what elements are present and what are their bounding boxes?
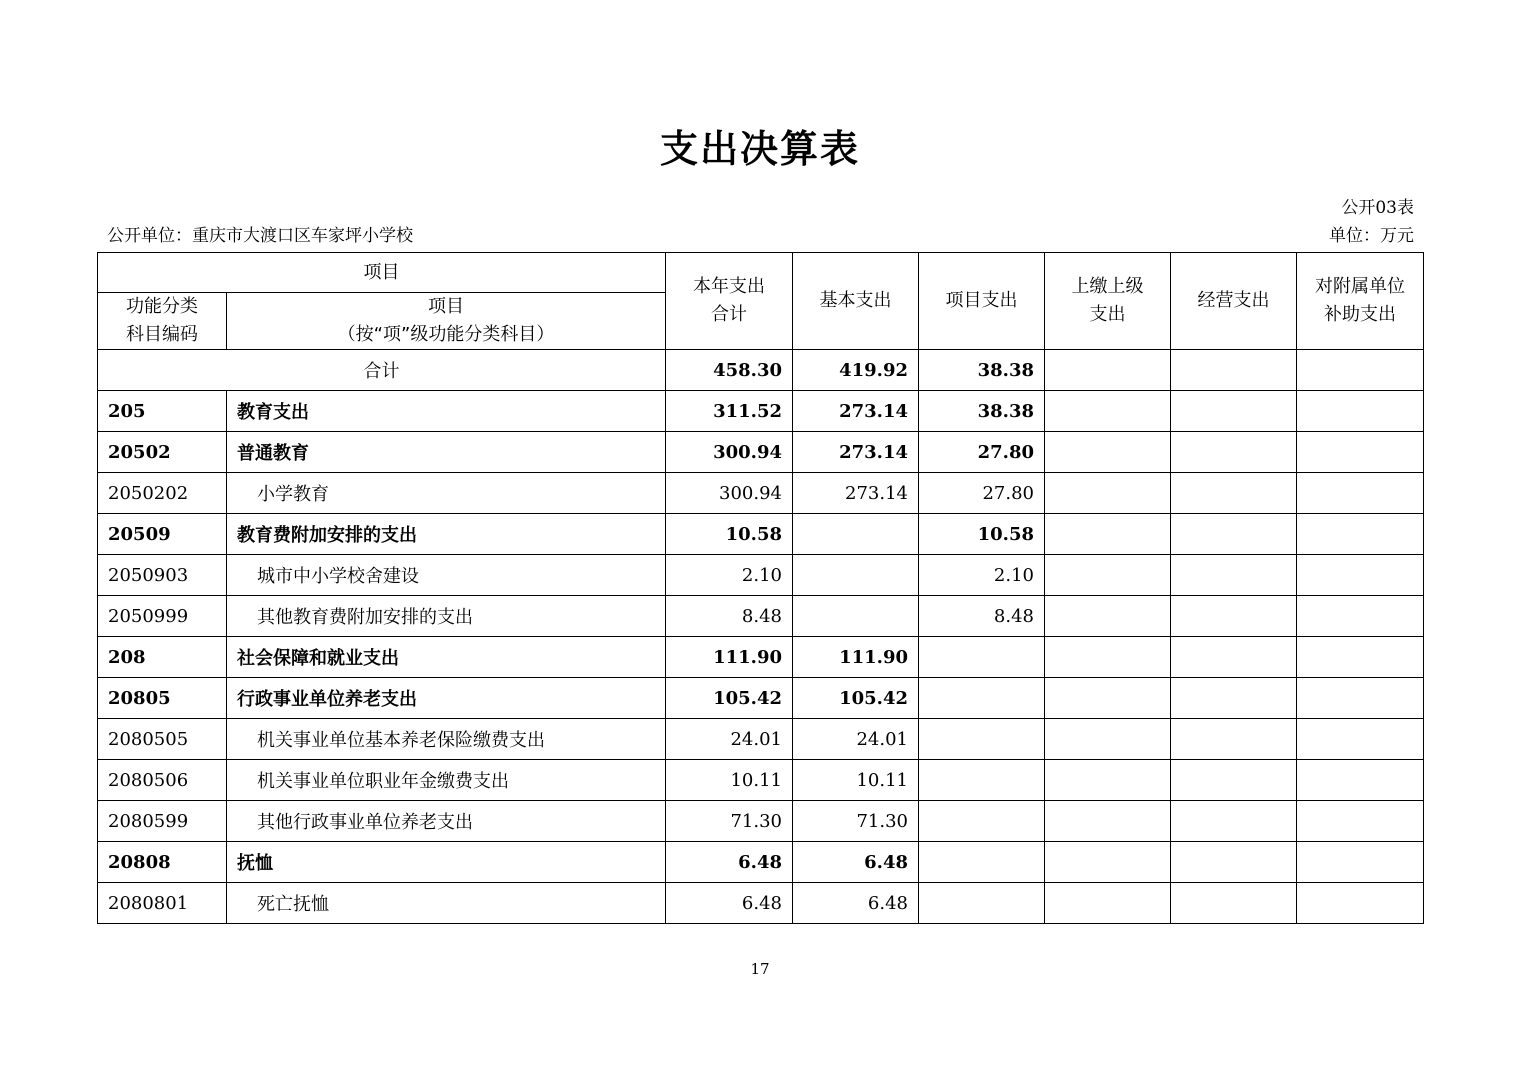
row-code: 2080801 — [98, 883, 227, 924]
row-total: 71.30 — [666, 801, 793, 842]
row-subsidy — [1297, 883, 1424, 924]
row-business — [1171, 883, 1297, 924]
header-upper — [1045, 253, 1171, 350]
row-project: 27.80 — [919, 473, 1045, 514]
row-project — [919, 842, 1045, 883]
row-business — [1171, 801, 1297, 842]
row-total: 6.48 — [666, 842, 793, 883]
row-project — [919, 678, 1045, 719]
row-upper — [1045, 596, 1171, 637]
row-project — [919, 637, 1045, 678]
header-total-line2: 合计 — [711, 304, 747, 325]
row-basic: 111.90 — [793, 637, 919, 678]
summary-total: 458.30 — [666, 350, 793, 391]
row-code: 20509 — [98, 514, 227, 555]
row-basic: 105.42 — [793, 678, 919, 719]
row-code: 2050202 — [98, 473, 227, 514]
header-total-line1: 本年支出 — [693, 276, 765, 297]
row-upper — [1045, 432, 1171, 473]
row-upper — [1045, 719, 1171, 760]
row-subsidy — [1297, 801, 1424, 842]
row-upper — [1045, 760, 1171, 801]
header-name — [227, 293, 666, 350]
summary-row — [98, 350, 1424, 391]
row-business — [1171, 719, 1297, 760]
table-row — [98, 637, 1424, 678]
row-upper — [1045, 637, 1171, 678]
table-row — [98, 555, 1424, 596]
row-business — [1171, 555, 1297, 596]
row-business — [1171, 391, 1297, 432]
row-subsidy — [1297, 596, 1424, 637]
row-subsidy — [1297, 432, 1424, 473]
row-upper — [1045, 883, 1171, 924]
row-basic: 273.14 — [793, 391, 919, 432]
summary-upper — [1045, 350, 1171, 391]
page-title: 支出决算表 — [659, 127, 860, 171]
row-business — [1171, 637, 1297, 678]
header-code — [98, 293, 227, 350]
row-name: 抚恤 — [227, 842, 666, 883]
header-subsidy — [1297, 253, 1424, 350]
row-name: 城市中小学校舍建设 — [227, 555, 666, 596]
row-total: 111.90 — [666, 637, 793, 678]
header-upper-line2: 支出 — [1089, 304, 1126, 325]
row-upper — [1045, 473, 1171, 514]
summary-label: 合计 — [98, 350, 666, 391]
row-project — [919, 801, 1045, 842]
row-basic: 273.14 — [793, 432, 919, 473]
row-name: 死亡抚恤 — [227, 883, 666, 924]
summary-project: 38.38 — [919, 350, 1045, 391]
row-subsidy — [1297, 555, 1424, 596]
summary-business — [1171, 350, 1297, 391]
table-row — [98, 473, 1424, 514]
row-project — [919, 883, 1045, 924]
row-name: 机关事业单位基本养老保险缴费支出 — [227, 719, 666, 760]
row-total: 10.58 — [666, 514, 793, 555]
summary-basic: 419.92 — [793, 350, 919, 391]
expenditure-table — [97, 252, 1424, 924]
header-item-group: 项目 — [98, 253, 666, 293]
row-business — [1171, 760, 1297, 801]
row-code: 208 — [98, 637, 227, 678]
row-subsidy — [1297, 514, 1424, 555]
header-subsidy-line1: 对附属单位 — [1315, 276, 1405, 297]
row-name: 普通教育 — [227, 432, 666, 473]
row-subsidy — [1297, 473, 1424, 514]
table-row — [98, 760, 1424, 801]
row-project: 8.48 — [919, 596, 1045, 637]
row-basic: 71.30 — [793, 801, 919, 842]
row-business — [1171, 596, 1297, 637]
row-name: 其他教育费附加安排的支出 — [227, 596, 666, 637]
row-project — [919, 719, 1045, 760]
header-business: 经营支出 — [1171, 253, 1297, 350]
header-code-line2: 科目编码 — [126, 324, 198, 345]
row-upper — [1045, 514, 1171, 555]
currency-unit: 单位：万元 — [1329, 226, 1414, 246]
row-business — [1171, 432, 1297, 473]
header-upper-line1: 上缴上级 — [1071, 276, 1144, 297]
row-basic — [793, 596, 919, 637]
row-business — [1171, 473, 1297, 514]
table-row — [98, 842, 1424, 883]
table-row — [98, 596, 1424, 637]
summary-subsidy — [1297, 350, 1424, 391]
row-upper — [1045, 391, 1171, 432]
row-name: 教育费附加安排的支出 — [227, 514, 666, 555]
row-upper — [1045, 842, 1171, 883]
row-subsidy — [1297, 842, 1424, 883]
row-total: 2.10 — [666, 555, 793, 596]
row-upper — [1045, 555, 1171, 596]
row-total: 6.48 — [666, 883, 793, 924]
row-subsidy — [1297, 637, 1424, 678]
header-code-line1: 功能分类 — [126, 296, 198, 317]
row-basic: 24.01 — [793, 719, 919, 760]
row-business — [1171, 678, 1297, 719]
row-total: 10.11 — [666, 760, 793, 801]
table-row — [98, 801, 1424, 842]
row-name: 其他行政事业单位养老支出 — [227, 801, 666, 842]
row-name: 教育支出 — [227, 391, 666, 432]
form-number: 公开03表 — [1341, 198, 1414, 218]
header-name-line2: （按“项”级功能分类科目） — [337, 324, 555, 345]
row-project: 27.80 — [919, 432, 1045, 473]
row-name: 小学教育 — [227, 473, 666, 514]
table-row — [98, 514, 1424, 555]
row-code: 20502 — [98, 432, 227, 473]
row-code: 20805 — [98, 678, 227, 719]
row-basic: 6.48 — [793, 842, 919, 883]
row-code: 2050903 — [98, 555, 227, 596]
row-upper — [1045, 678, 1171, 719]
row-code: 20808 — [98, 842, 227, 883]
row-basic — [793, 514, 919, 555]
row-code: 2080506 — [98, 760, 227, 801]
table-row — [98, 719, 1424, 760]
row-business — [1171, 514, 1297, 555]
row-project — [919, 760, 1045, 801]
header-total — [666, 253, 793, 350]
row-total: 24.01 — [666, 719, 793, 760]
row-upper — [1045, 801, 1171, 842]
row-basic: 273.14 — [793, 473, 919, 514]
row-name: 行政事业单位养老支出 — [227, 678, 666, 719]
table-row — [98, 678, 1424, 719]
row-name: 社会保障和就业支出 — [227, 637, 666, 678]
row-subsidy — [1297, 678, 1424, 719]
header-name-line1: 项目 — [428, 296, 464, 317]
row-basic — [793, 555, 919, 596]
table-row — [98, 432, 1424, 473]
reporting-unit: 公开单位：重庆市大渡口区车家坪小学校 — [107, 226, 413, 246]
row-total: 105.42 — [666, 678, 793, 719]
row-subsidy — [1297, 719, 1424, 760]
row-total: 300.94 — [666, 432, 793, 473]
table-row — [98, 883, 1424, 924]
row-project: 2.10 — [919, 555, 1045, 596]
row-basic: 10.11 — [793, 760, 919, 801]
row-subsidy — [1297, 760, 1424, 801]
row-name: 机关事业单位职业年金缴费支出 — [227, 760, 666, 801]
header-basic: 基本支出 — [793, 253, 919, 350]
table-row — [98, 391, 1424, 432]
row-code: 205 — [98, 391, 227, 432]
page-number: 17 — [750, 960, 770, 978]
row-project: 10.58 — [919, 514, 1045, 555]
row-total: 8.48 — [666, 596, 793, 637]
row-business — [1171, 842, 1297, 883]
row-total: 300.94 — [666, 473, 793, 514]
header-subsidy-line2: 补助支出 — [1324, 304, 1396, 325]
row-code: 2080505 — [98, 719, 227, 760]
row-code: 2080599 — [98, 801, 227, 842]
row-subsidy — [1297, 391, 1424, 432]
header-project: 项目支出 — [919, 253, 1045, 350]
row-basic: 6.48 — [793, 883, 919, 924]
row-code: 2050999 — [98, 596, 227, 637]
row-total: 311.52 — [666, 391, 793, 432]
row-project: 38.38 — [919, 391, 1045, 432]
